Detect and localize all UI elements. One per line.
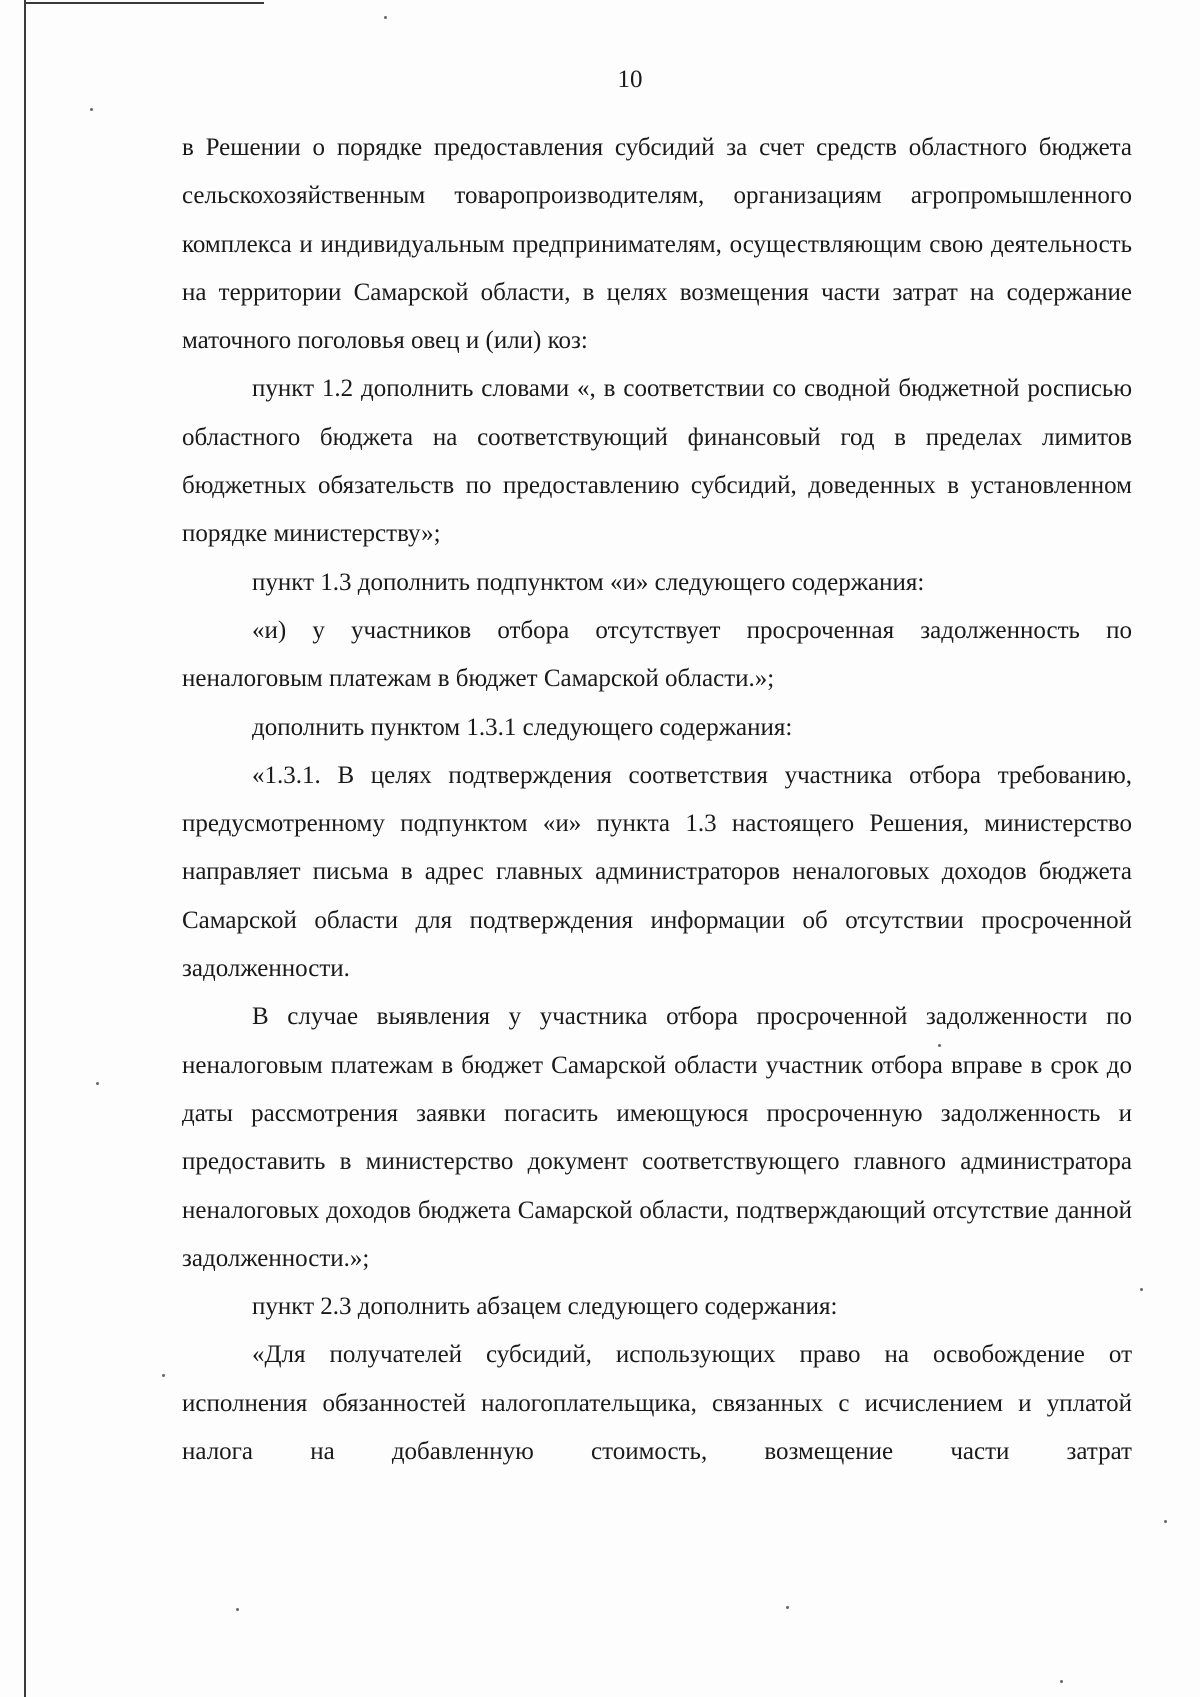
paragraph-1: в Решении о порядке предоставления субсидий за счет средств областного бюджета сельскохозяйственным товаропроизводителям, организациям агропромышленного комплекса и индивидуальным предпринимателям, осуществляющим свою деятельность на территории Самарской области, в целях возмещения части затрат на содержание маточного поголовья овец и (или) коз: [182, 134, 1132, 355]
scan-speck [96, 1082, 99, 1085]
paragraph-8: пункт 2.3 дополнить абзацем следующего содержания: [252, 1293, 838, 1321]
scan-left-border [24, 0, 26, 1697]
scan-speck [938, 1044, 941, 1047]
scan-top-border [24, 2, 264, 4]
paragraph-5: дополнить пунктом 1.3.1 следующего содержания: [252, 713, 793, 741]
paragraph-9: «Для получателей субсидий, использующих право на освобождение от исполнения обязанностей налогоплательщика, связанных с исчислением и уплатой налога на добавленную стоимость, возмещение части затрат [182, 1341, 1132, 1466]
scan-speck [90, 108, 93, 111]
scan-speck [786, 1606, 789, 1609]
page-number: 10 [617, 66, 643, 93]
scan-speck [1140, 1288, 1143, 1291]
paragraph-7: В случае выявления у участника отбора просроченной задолженности по неналоговым платежам в бюджет Самарской области участник отбора вправе в срок до даты рассмотрения заявки погасить имеющуюся просроченную задолженность и предоставить в министерство документ соответствующего главного администратора неналоговых доходов бюджета Самарской области, подтверждающий отсутствие данной задолженности.»; [182, 1003, 1132, 1272]
scan-speck [1060, 1680, 1063, 1683]
scan-speck [162, 1374, 165, 1377]
paragraph-3: пункт 1.3 дополнить подпунктом «и» следующего содержания: [252, 568, 925, 596]
scan-speck [384, 16, 387, 19]
scan-speck [236, 1608, 239, 1611]
scan-speck [1164, 1520, 1167, 1523]
paragraph-4: «и) у участников отбора отсутствует просроченная задолженность по неналоговым платежам в бюджет Самарской области.»; [182, 616, 1132, 693]
paragraph-2: пункт 1.2 дополнить словами «, в соответствии со сводной бюджетной росписью областного бюджета на соответствующий финансовый год в пределах лимитов бюджетных обязательств по предоставлению субсидий, доведенных в установленном порядке министерству»; [182, 375, 1132, 548]
paragraph-6: «1.3.1. В целях подтверждения соответствия участника отбора требованию, предусмотренному подпунктом «и» пункта 1.3 настоящего Решения, министерство направляет письма в адрес главных администраторов неналоговых доходов бюджета Самарской области для подтверждения информации об отсутствии просроченной задолженности. [182, 761, 1132, 983]
document-body [182, 124, 1132, 1476]
